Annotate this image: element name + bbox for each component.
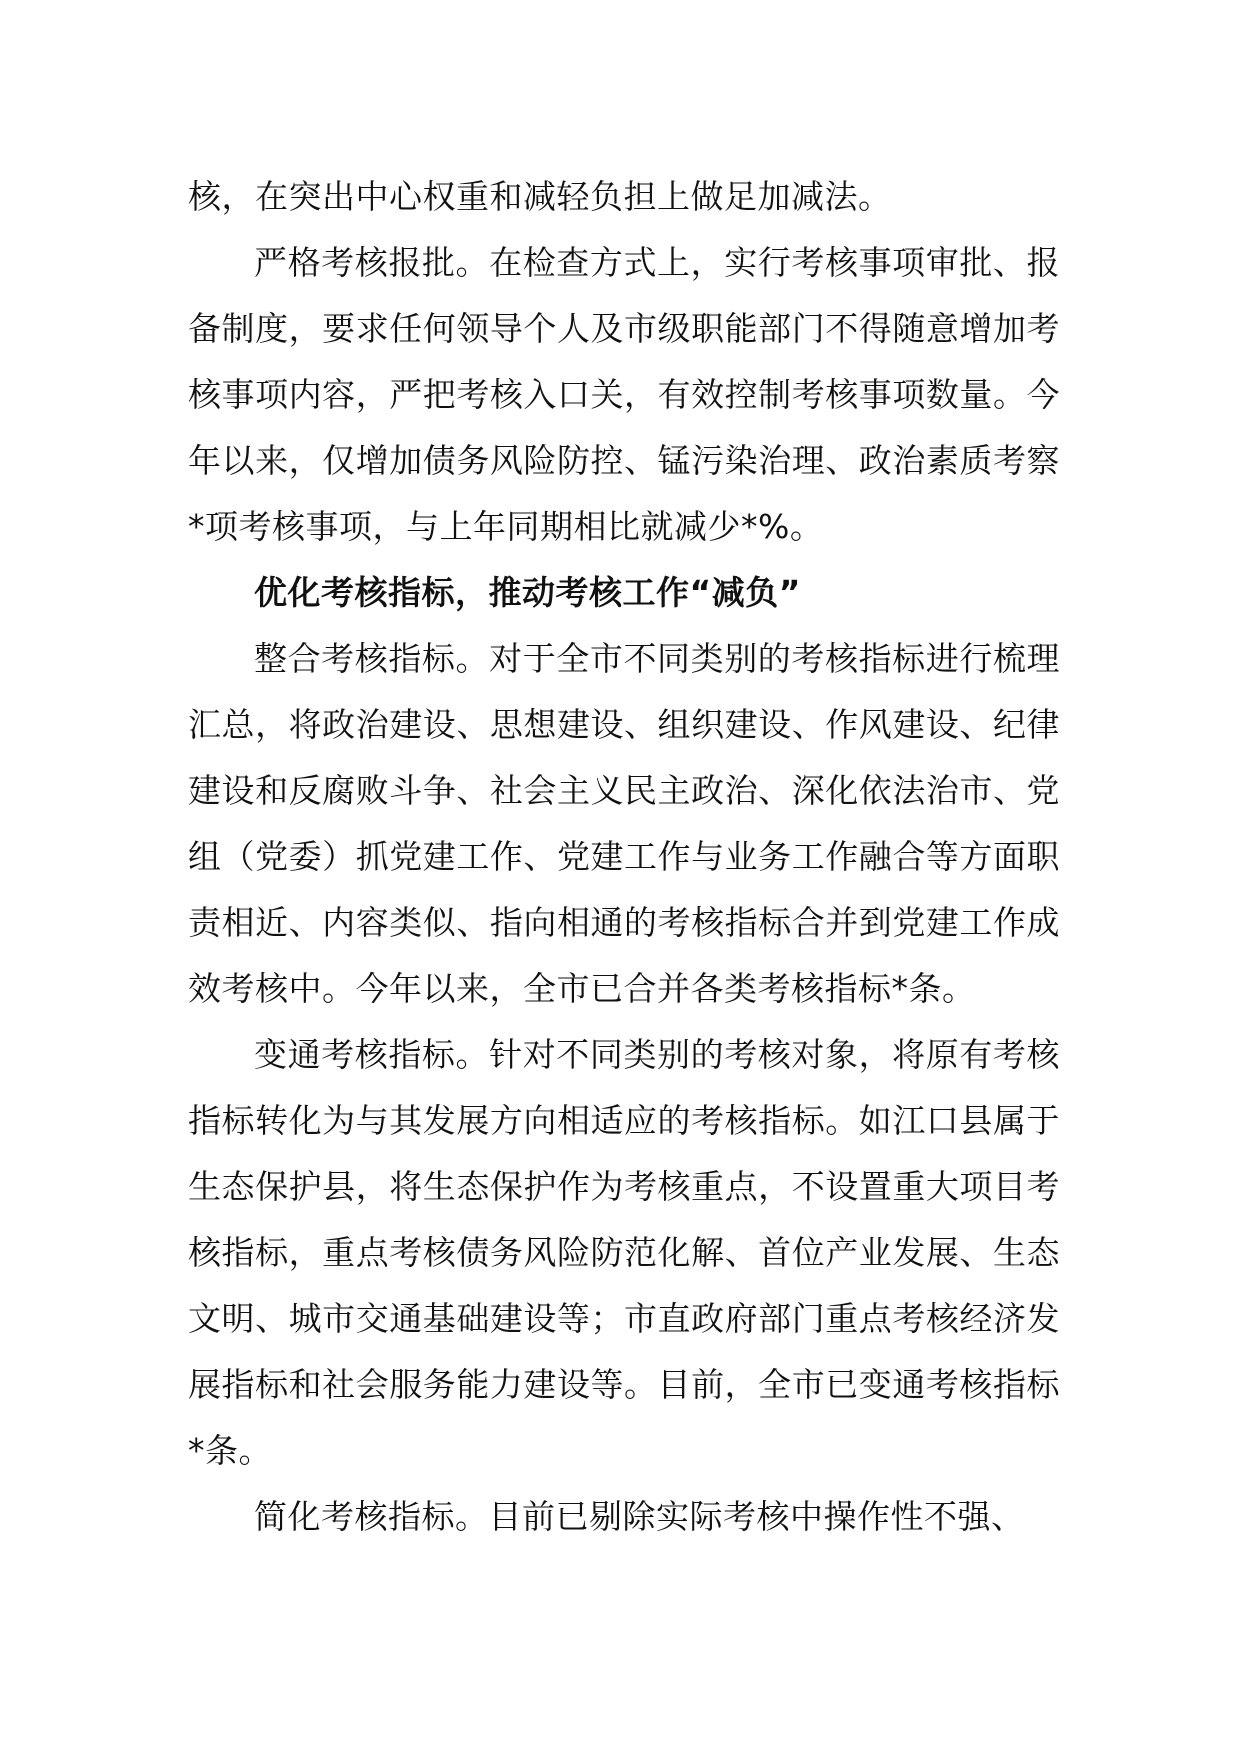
paragraph-strict-approval: 严格考核报批。在检查方式上，实行考核事项审批、报备制度，要求任何领导个人及市级职能部门不得随意增加考核事项内容，严把考核入口关，有效控制考核事项数量。今年以来，仅增加债务风险防控、锰污染治理、政治素质考察*项考核事项，与上年同期相比就减少*%。 [188, 243, 1060, 546]
paragraph-adapt-indicators: 变通考核指标。针对不同类别的考核对象，将原有考核指标转化为与其发展方向相适应的考核指标。如江口县属于生态保护县，将生态保护作为考核重点，不设置重大项目考核指标，重点考核债务风险防范化解、首位产业发展、生态文明、城市交通基础建设等；市直政府部门重点考核经济发展指标和社会服务能力建设等。目前，全市已变通考核指标*条。 [188, 1035, 1060, 1470]
document-body [188, 164, 1060, 1550]
paragraph-integrate-indicators: 整合考核指标。对于全市不同类别的考核指标进行梳理汇总，将政治建设、思想建设、组织建设、作风建设、纪律建设和反腐败斗争、社会主义民主政治、深化依法治市、党组（党委）抓党建工作、党建工作与业务工作融合等方面职责相近、内容类似、指向相通的考核指标合并到党建工作成效考核中。今年以来，全市已合并各类考核指标*条。 [188, 639, 1060, 1008]
paragraph-simplify-indicators: 简化考核指标。目前已剔除实际考核中操作性不强、 [254, 1497, 1025, 1536]
paragraph-continuation: 核，在突出中心权重和减轻负担上做足加减法。 [188, 177, 892, 216]
section-heading-optimize-indicators: 优化考核指标，推动考核工作“减负” [254, 573, 801, 612]
